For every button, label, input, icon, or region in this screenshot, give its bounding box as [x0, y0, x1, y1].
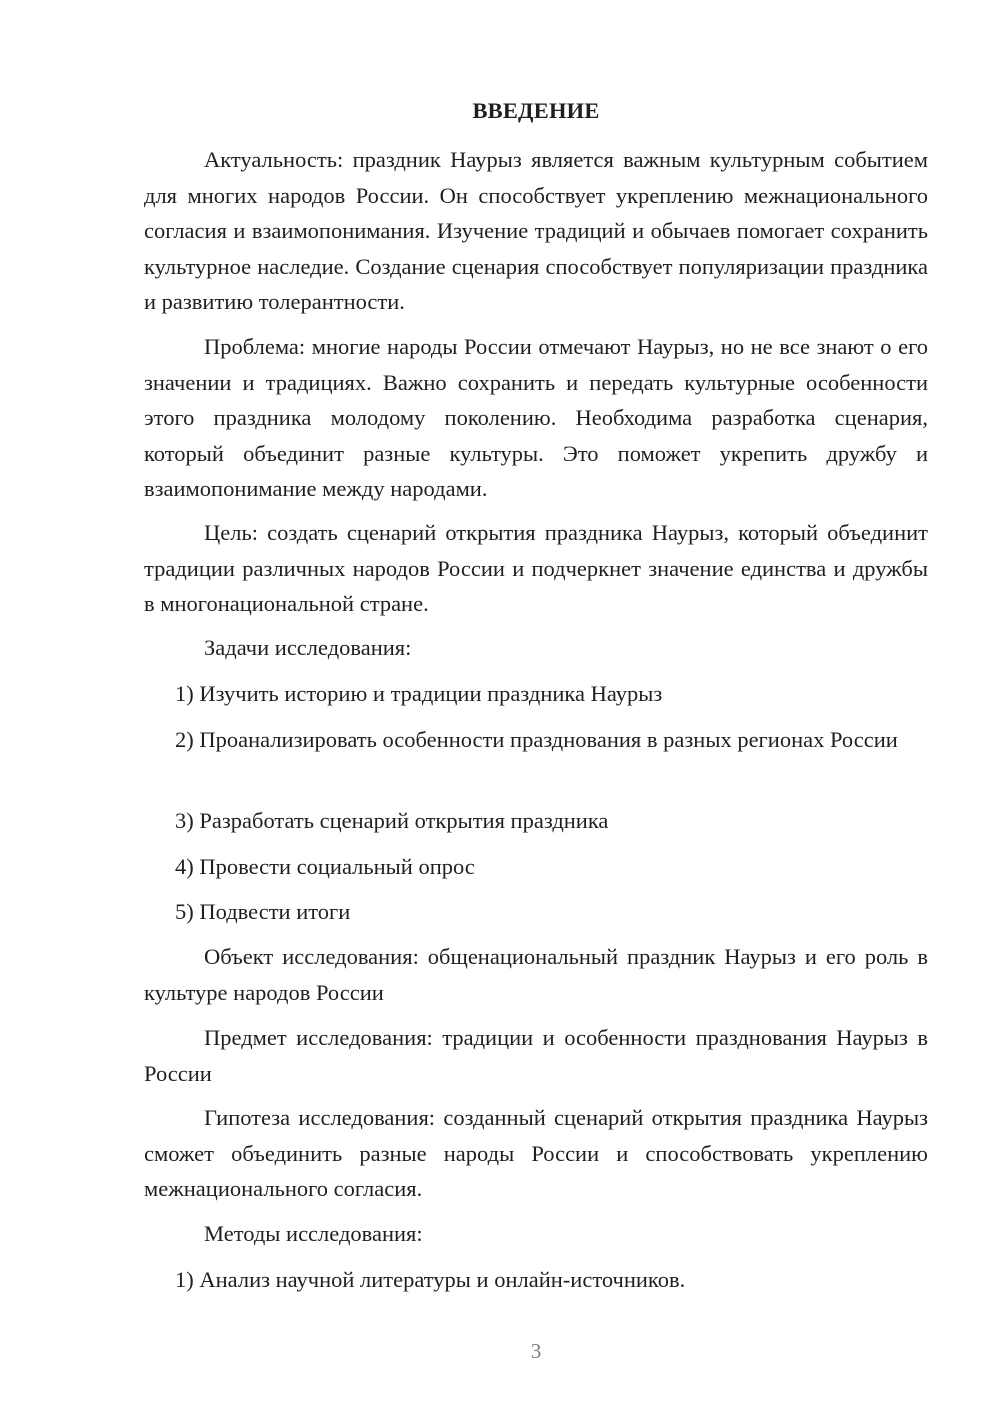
object-paragraph: Объект исследования: общенациональный праздник Наурыз и его роль в культуре народов России — [144, 944, 928, 1005]
task-item: 3) Разработать сценарий открытия праздника — [175, 808, 609, 833]
methods-heading: Методы исследования: — [204, 1221, 423, 1246]
task-item: 5) Подвести итоги — [175, 899, 351, 924]
task-item: 2) Проанализировать особенности празднования в разных регионах России — [175, 727, 898, 752]
method-item: 1) Анализ научной литературы и онлайн-источников. — [175, 1267, 686, 1292]
subject-paragraph: Предмет исследования: традиции и особенности празднования Наурыз в России — [144, 1025, 928, 1086]
problem-paragraph: Проблема: многие народы России отмечают Наурыз, но не все знают о его значении и традициях. Важно сохранить и передать культурные особенности этого праздника молодому поколению. Необходима разработка сценария, который объединит разные культуры. Это поможет укрепить дружбу и взаимопонимание между народами. — [144, 334, 928, 501]
relevance-paragraph: Актуальность: праздник Наурыз является важным культурным событием для многих народов России. Он способствует укреплению межнационального согласия и взаимопонимания. Изучение традиций и обычаев помогает сохранить культурное наследие. Создание сценария способствует популяризации праздника и развитию толерантности. — [144, 147, 928, 314]
task-item: 4) Провести социальный опрос — [175, 854, 475, 879]
goal-paragraph: Цель: создать сценарий открытия праздника Наурыз, который объединит традиции различных народов России и подчеркнет значение единства и дружбы в многонациональной стране. — [144, 520, 928, 616]
page-number: 3 — [530, 1339, 542, 1363]
task-item: 1) Изучить историю и традиции праздника Наурыз — [175, 681, 663, 706]
page-title: ВВЕДЕНИЕ — [472, 98, 600, 123]
tasks-heading: Задачи исследования: — [204, 635, 412, 660]
hypothesis-paragraph: Гипотеза исследования: созданный сценарий открытия праздника Наурыз сможет объединить разные народы России и способствовать укреплению межнационального согласия. — [144, 1105, 928, 1201]
